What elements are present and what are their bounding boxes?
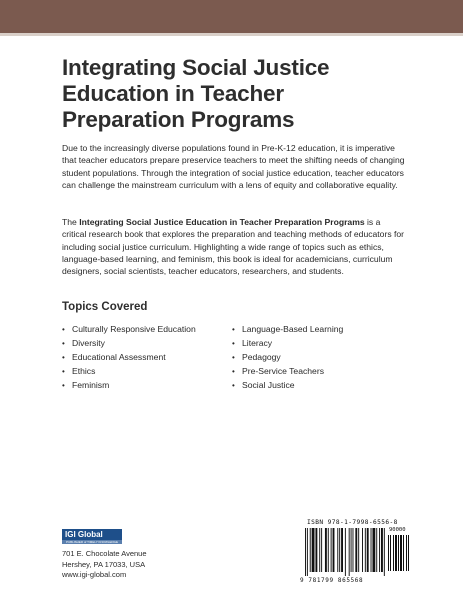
bullet-icon: •	[62, 338, 65, 348]
publisher-address	[62, 549, 147, 581]
topic-item	[62, 323, 196, 337]
barcode-bars-icon	[305, 528, 387, 576]
topic-label: Pre-Service Teachers	[242, 365, 324, 376]
publisher-logo	[62, 529, 122, 544]
topic-label: Educational Assessment	[72, 351, 166, 362]
topic-item	[232, 379, 343, 393]
book-title: Integrating Social Justice Education in Teacher Preparation Programs	[62, 55, 330, 132]
topics-heading: Topics Covered	[62, 301, 148, 313]
bullet-icon: •	[62, 352, 65, 362]
publisher-website: www.igi-global.com	[62, 570, 127, 579]
topic-item	[232, 323, 343, 337]
description-paragraph-2	[62, 216, 407, 277]
bullet-icon: •	[62, 380, 65, 390]
description-paragraph-1: Due to the increasingly diverse populations found in Pre-K-12 education, it is imperative that teacher educators prepare preservice teachers to meet the shifting needs of changing student populations. Through the integration of social justice education, teacher educators can challenge the mainstream curriculum with a lens of equity and collaborative equality.	[62, 143, 405, 190]
topics-list-right	[232, 323, 343, 393]
isbn-barcode	[297, 518, 412, 586]
topic-item	[232, 351, 343, 365]
topic-item	[62, 365, 196, 379]
topic-item	[62, 337, 196, 351]
topic-label: Feminism	[72, 379, 110, 390]
topic-item	[232, 337, 343, 351]
bullet-icon: •	[232, 380, 235, 390]
barcode-number: 9 781799 865568	[300, 577, 364, 584]
bullet-icon: •	[232, 366, 235, 376]
address-line-1: 701 E. Chocolate Avenue	[62, 549, 147, 558]
paragraph-2-prefix: The	[62, 217, 80, 227]
bullet-icon: •	[232, 352, 235, 362]
top-divider-line	[0, 33, 463, 36]
topic-item	[232, 365, 343, 379]
address-line-2: Hershey, PA 17033, USA	[62, 559, 146, 569]
topic-label: Social Justice	[242, 379, 295, 390]
paragraph-2-book-title: Integrating Social Justice Education in Teacher Preparation Programs	[79, 217, 365, 227]
top-color-band	[0, 0, 463, 33]
bullet-icon: •	[62, 325, 65, 334]
topic-label: Literacy	[242, 337, 273, 348]
publisher-logo-text: IGI Global	[65, 530, 103, 539]
price-barcode-icon	[388, 535, 410, 575]
isbn-label: ISBN 978-1-7998-6556-8	[307, 519, 398, 526]
topic-item	[62, 379, 196, 393]
publisher-logo-tagline: PUBLISHER of TIMELY KNOWLEDGE	[62, 540, 122, 544]
topic-label: Language-Based Learning	[242, 324, 344, 334]
barcode-price-code: 90000	[389, 527, 406, 533]
topics-list-left	[62, 323, 196, 393]
topic-label: Pedagogy	[242, 351, 281, 362]
topic-label: Ethics	[72, 365, 96, 376]
topic-label: Diversity	[72, 337, 105, 348]
bullet-icon: •	[232, 338, 235, 348]
paragraph-2-body: is a critical research book that explores the preparation and teaching methods of educators for including social justice curriculum. Highlighting a wide range of topics such as ethics, language-based learning, and feminism, this book is ideal for academicians, curriculum designers, social scientists, teacher educators, researchers, and students.	[62, 217, 405, 277]
topic-item	[62, 351, 196, 365]
topic-label: Culturally Responsive Education	[72, 324, 196, 334]
bullet-icon: •	[62, 366, 65, 376]
bullet-icon: •	[232, 325, 235, 334]
